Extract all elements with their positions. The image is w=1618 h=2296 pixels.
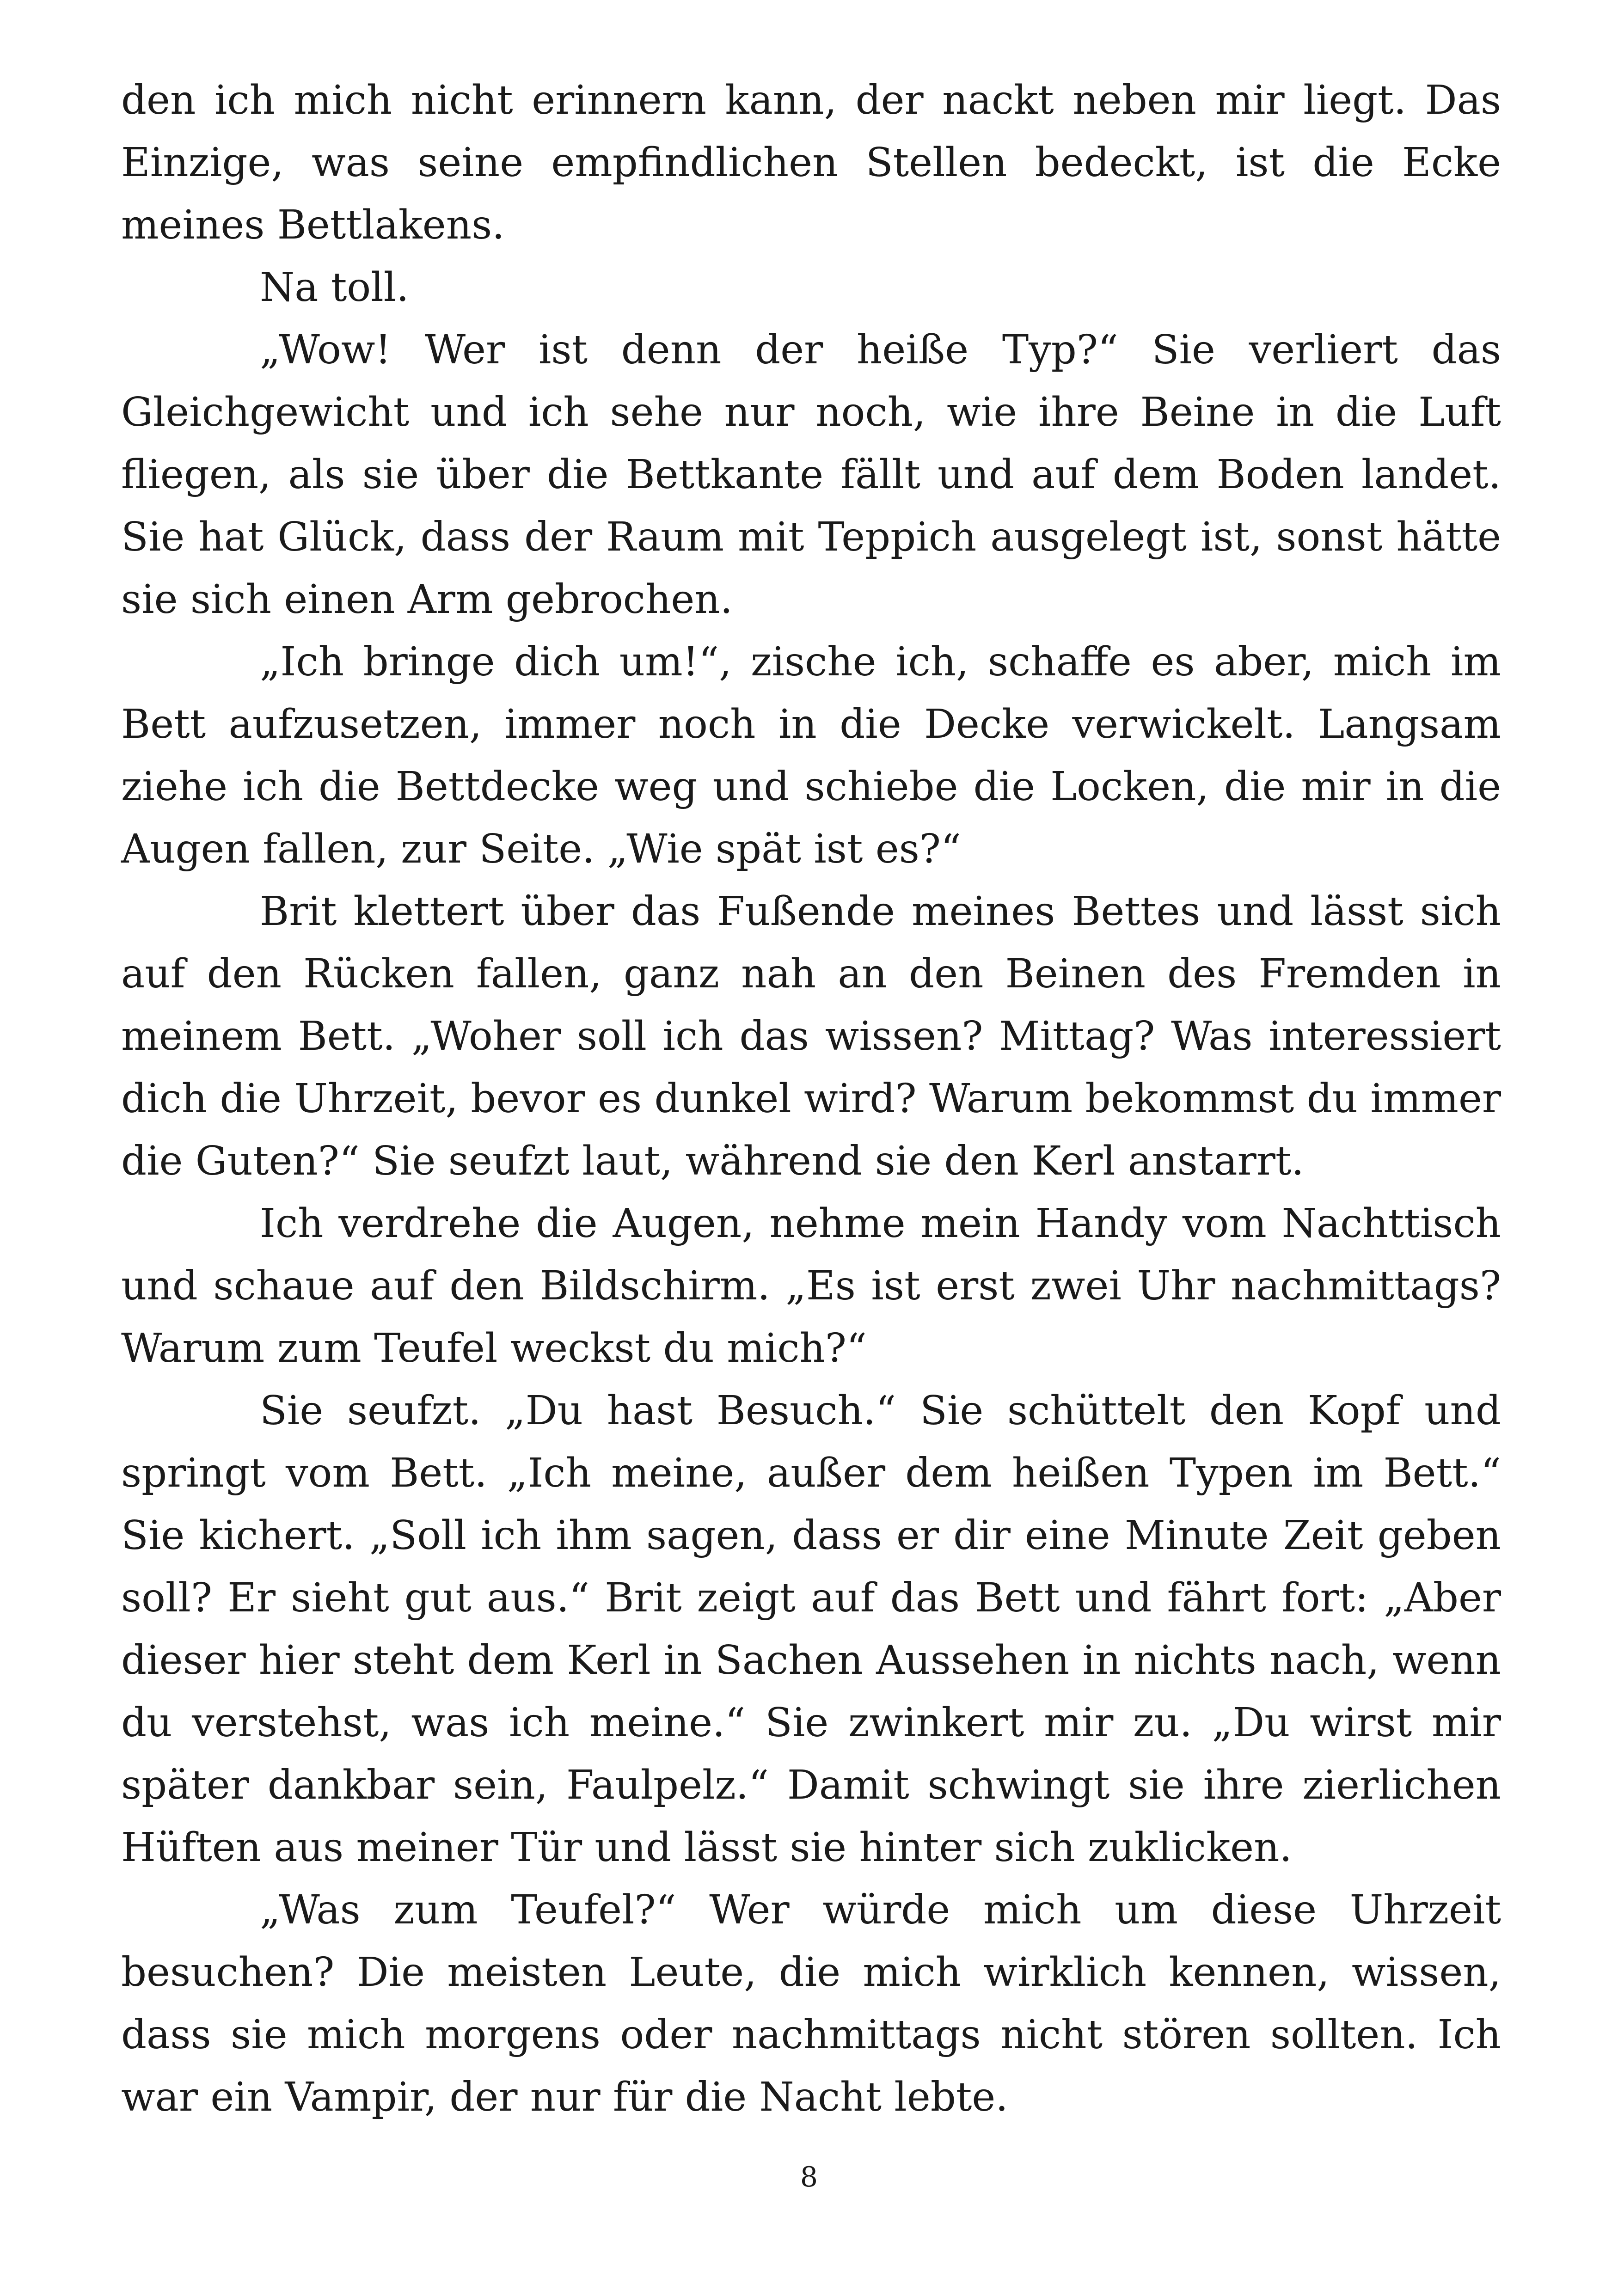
paragraph: Brit klettert über das Fußende meines Bettes und lässt sich auf den Rücken fallen, ganz nah an den Beinen des Fremden in meinem Bett. „Woher soll ich das wissen? Mittag? Was interessiert dich die Uhrzeit, bevor es dunkel wird? Warum bekommst du immer die Guten?“ Sie seufzt laut, während sie den Kerl anstarrt. (121, 888, 1501, 1184)
paragraph: „Wow! Wer ist denn der heiße Typ?“ Sie verliert das Gleichgewicht und ich sehe nur noch, wie ihre Beine in die Luft fliegen, als sie über die Bettkante fällt und auf dem Boden landet. Sie hat Glück, dass der Raum mit Teppich ausgelegt ist, sonst hätte sie sich einen Arm gebrochen. (121, 327, 1501, 623)
page-body (121, 69, 1501, 2129)
paragraph: „Ich bringe dich um!“, zische ich, schaffe es aber, mich im Bett aufzusetzen, immer noch in die Decke verwickelt. Langsam ziehe ich die Bettdecke weg und schiebe die Locken, die mir in die Augen fallen, zur Seite. „Wie spät ist es?“ (121, 639, 1501, 872)
paragraph: „Was zum Teufel?“ Wer würde mich um diese Uhrzeit besuchen? Die meisten Leute, die mich wirklich kennen, wissen, dass sie mich morgens oder nachmittags nicht stören sollten. Ich war ein Vampir, der nur für die Nacht lebte. (121, 1887, 1501, 2120)
page-number: 8 (800, 2161, 818, 2193)
paragraph: Sie seufzt. „Du hast Besuch.“ Sie schüttelt den Kopf und springt vom Bett. „Ich meine, außer dem heißen Typen im Bett.“ Sie kichert. „Soll ich ihm sagen, dass er dir eine Minute Zeit geben soll? Er sieht gut aus.“ Brit zeigt auf das Bett und fährt fort: „Aber dieser hier steht dem Kerl in Sachen Aussehen in nichts nach, wenn du verstehst, was ich meine.“ Sie zwinkert mir zu. „Du wirst mir später dankbar sein, Faulpelz.“ Damit schwingt sie ihre zierlichen Hüften aus meiner Tür und lässt sie hinter sich zuklicken. (121, 1388, 1501, 1871)
paragraph-continuation: den ich mich nicht erinnern kann, der nackt neben mir liegt. Das Einzige, was seine empfindlichen Stellen bedeckt, ist die Ecke meines Bettlakens. (121, 77, 1501, 248)
paragraph: Ich verdrehe die Augen, nehme mein Handy vom Nachttisch und schaue auf den Bildschirm. „Es ist erst zwei Uhr nachmittags? Warum zum Teufel weckst du mich?“ (121, 1200, 1501, 1371)
paragraph: Na toll. (260, 264, 409, 311)
